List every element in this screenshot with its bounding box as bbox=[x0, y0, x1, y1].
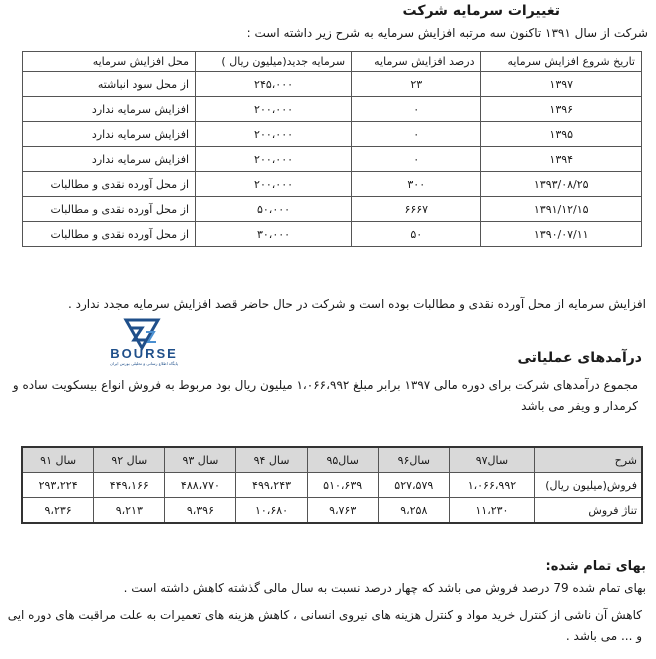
cell-date: ۱۳۹۵ bbox=[481, 122, 642, 147]
header-year-97: سال۹۷ bbox=[449, 448, 534, 473]
capital-section-title: تغییرات سرمایه شرکت bbox=[402, 3, 560, 19]
cell-percent: ۶۶۶۷ bbox=[352, 197, 481, 222]
cell-source: افزایش سرمایه ندارد bbox=[23, 97, 196, 122]
cell-value: ۴۴۹،۱۶۶ bbox=[94, 473, 165, 498]
table-row bbox=[23, 97, 642, 122]
row-label-sales: فروش(میلیون ریال) bbox=[535, 473, 642, 498]
cell-date: ۱۳۹۱/۱۲/۱۵ bbox=[481, 197, 642, 222]
bourse-logo bbox=[96, 318, 192, 368]
cell-percent: ۳۰۰ bbox=[352, 172, 481, 197]
cell-source: از محل آورده نقدی و مطالبات bbox=[23, 197, 196, 222]
cell-value: ۹،۷۶۳ bbox=[307, 498, 378, 523]
cell-source: از محل سود انباشته bbox=[23, 72, 196, 97]
cell-date: ۱۳۹۷ bbox=[481, 72, 642, 97]
cell-capital: ۵۰،۰۰۰ bbox=[196, 197, 352, 222]
header-year-96: سال۹۶ bbox=[378, 448, 449, 473]
cell-source: افزایش سرمایه ندارد bbox=[23, 147, 196, 172]
cell-date: ۱۳۹۳/۰۸/۲۵ bbox=[481, 172, 642, 197]
cell-date: ۱۳۹۴ bbox=[481, 147, 642, 172]
table-row bbox=[23, 147, 642, 172]
cell-value: ۹،۲۵۸ bbox=[378, 498, 449, 523]
cost-line-1: بهای تمام شده 79 درصد فروش می باشد که چهار درصد نسبت به سال مالی گذشته کاهش داشته است . bbox=[123, 581, 646, 595]
cell-value: ۱۱،۲۳۰ bbox=[449, 498, 534, 523]
cell-source: از محل آورده نقدی و مطالبات bbox=[23, 172, 196, 197]
table-row bbox=[23, 72, 642, 97]
table-row bbox=[23, 122, 642, 147]
cell-value: ۲۹۳،۲۲۴ bbox=[23, 473, 94, 498]
cell-value: ۵۲۷،۵۷۹ bbox=[378, 473, 449, 498]
cell-capital: ۳۰،۰۰۰ bbox=[196, 222, 352, 247]
cell-capital: ۲۰۰،۰۰۰ bbox=[196, 147, 352, 172]
cell-date: ۱۳۹۶ bbox=[481, 97, 642, 122]
cell-date: ۱۳۹۰/۰۷/۱۱ bbox=[481, 222, 642, 247]
cell-value: ۴۸۸،۷۷۰ bbox=[165, 473, 236, 498]
cell-value: ۱،۰۶۶،۹۹۲ bbox=[449, 473, 534, 498]
table-header-row bbox=[23, 448, 642, 473]
row-label-tonnage: تناژ فروش bbox=[535, 498, 642, 523]
cell-value: ۱۰،۶۸۰ bbox=[236, 498, 307, 523]
logo-subtext: پایگاه اطلاع رسانی و تحلیلی بورس ایران bbox=[110, 361, 178, 366]
capital-intro: شرکت از سال ۱۳۹۱ تاکنون سه مرتبه افزایش سرمایه به شرح زیر داشته است : bbox=[246, 26, 648, 40]
header-start-date: تاریخ شروع افزایش سرمایه bbox=[481, 52, 642, 72]
header-description: شرح bbox=[535, 448, 642, 473]
table-row bbox=[23, 498, 642, 523]
table-row bbox=[23, 222, 642, 247]
header-new-capital: سرمایه جدید(میلیون ریال ) bbox=[196, 52, 352, 72]
cost-line-2: کاهش آن ناشی از کنترل خرید مواد و کنترل هزینه های نیروی انسانی ، کاهش هزینه های تعمیرات به علت مراقبت های دوره ایی و ... می باشد . bbox=[7, 608, 642, 643]
header-year-92: سال ۹۲ bbox=[94, 448, 165, 473]
cell-value: ۹،۲۱۳ bbox=[94, 498, 165, 523]
cost-section-title: بهای تمام شده: bbox=[545, 559, 646, 574]
header-year-94: سال ۹۴ bbox=[236, 448, 307, 473]
header-increase-percent: درصد افزایش سرمایه bbox=[352, 52, 481, 72]
cell-percent: ۰ bbox=[352, 147, 481, 172]
revenue-text: مجموع درآمدهای شرکت برای دوره مالی ۱۳۹۷ برابر مبلغ ۱،۰۶۶،۹۹۲ میلیون ریال بود مربوط به فروش انواع بیسکویت ساده و کرمدار و ویفر می باشد bbox=[12, 378, 638, 413]
cell-value: ۴۹۹،۲۴۳ bbox=[236, 473, 307, 498]
capital-note: افزایش سرمایه از محل آورده نقدی و مطالبات بوده است و شرکت در حال حاضر قصد افزایش سرمایه مجدد ندارد . bbox=[68, 297, 646, 311]
revenue-section-title: درآمدهای عملیاتی bbox=[517, 350, 642, 366]
table-row bbox=[23, 172, 642, 197]
logo-wordmark: BOURSE bbox=[110, 346, 178, 361]
header-year-91: سال ۹۱ bbox=[23, 448, 94, 473]
cell-capital: ۲۰۰،۰۰۰ bbox=[196, 122, 352, 147]
cell-percent: ۰ bbox=[352, 97, 481, 122]
header-year-95: سال۹۵ bbox=[307, 448, 378, 473]
cell-source: از محل آورده نقدی و مطالبات bbox=[23, 222, 196, 247]
header-year-93: سال ۹۳ bbox=[165, 448, 236, 473]
cell-value: ۵۱۰،۶۳۹ bbox=[307, 473, 378, 498]
cell-percent: ۲۳ bbox=[352, 72, 481, 97]
cell-percent: ۰ bbox=[352, 122, 481, 147]
table-header-row bbox=[23, 52, 642, 72]
cell-source: افزایش سرمایه ندارد bbox=[23, 122, 196, 147]
cell-value: ۹،۲۳۶ bbox=[23, 498, 94, 523]
cell-capital: ۲۰۰،۰۰۰ bbox=[196, 172, 352, 197]
table-row bbox=[23, 473, 642, 498]
revenue-table bbox=[22, 447, 642, 523]
cell-percent: ۵۰ bbox=[352, 222, 481, 247]
table-row bbox=[23, 197, 642, 222]
cell-value: ۹،۳۹۶ bbox=[165, 498, 236, 523]
header-increase-source: محل افزایش سرمایه bbox=[23, 52, 196, 72]
cell-capital: ۲۴۵،۰۰۰ bbox=[196, 72, 352, 97]
capital-table bbox=[22, 51, 642, 247]
cell-capital: ۲۰۰،۰۰۰ bbox=[196, 97, 352, 122]
